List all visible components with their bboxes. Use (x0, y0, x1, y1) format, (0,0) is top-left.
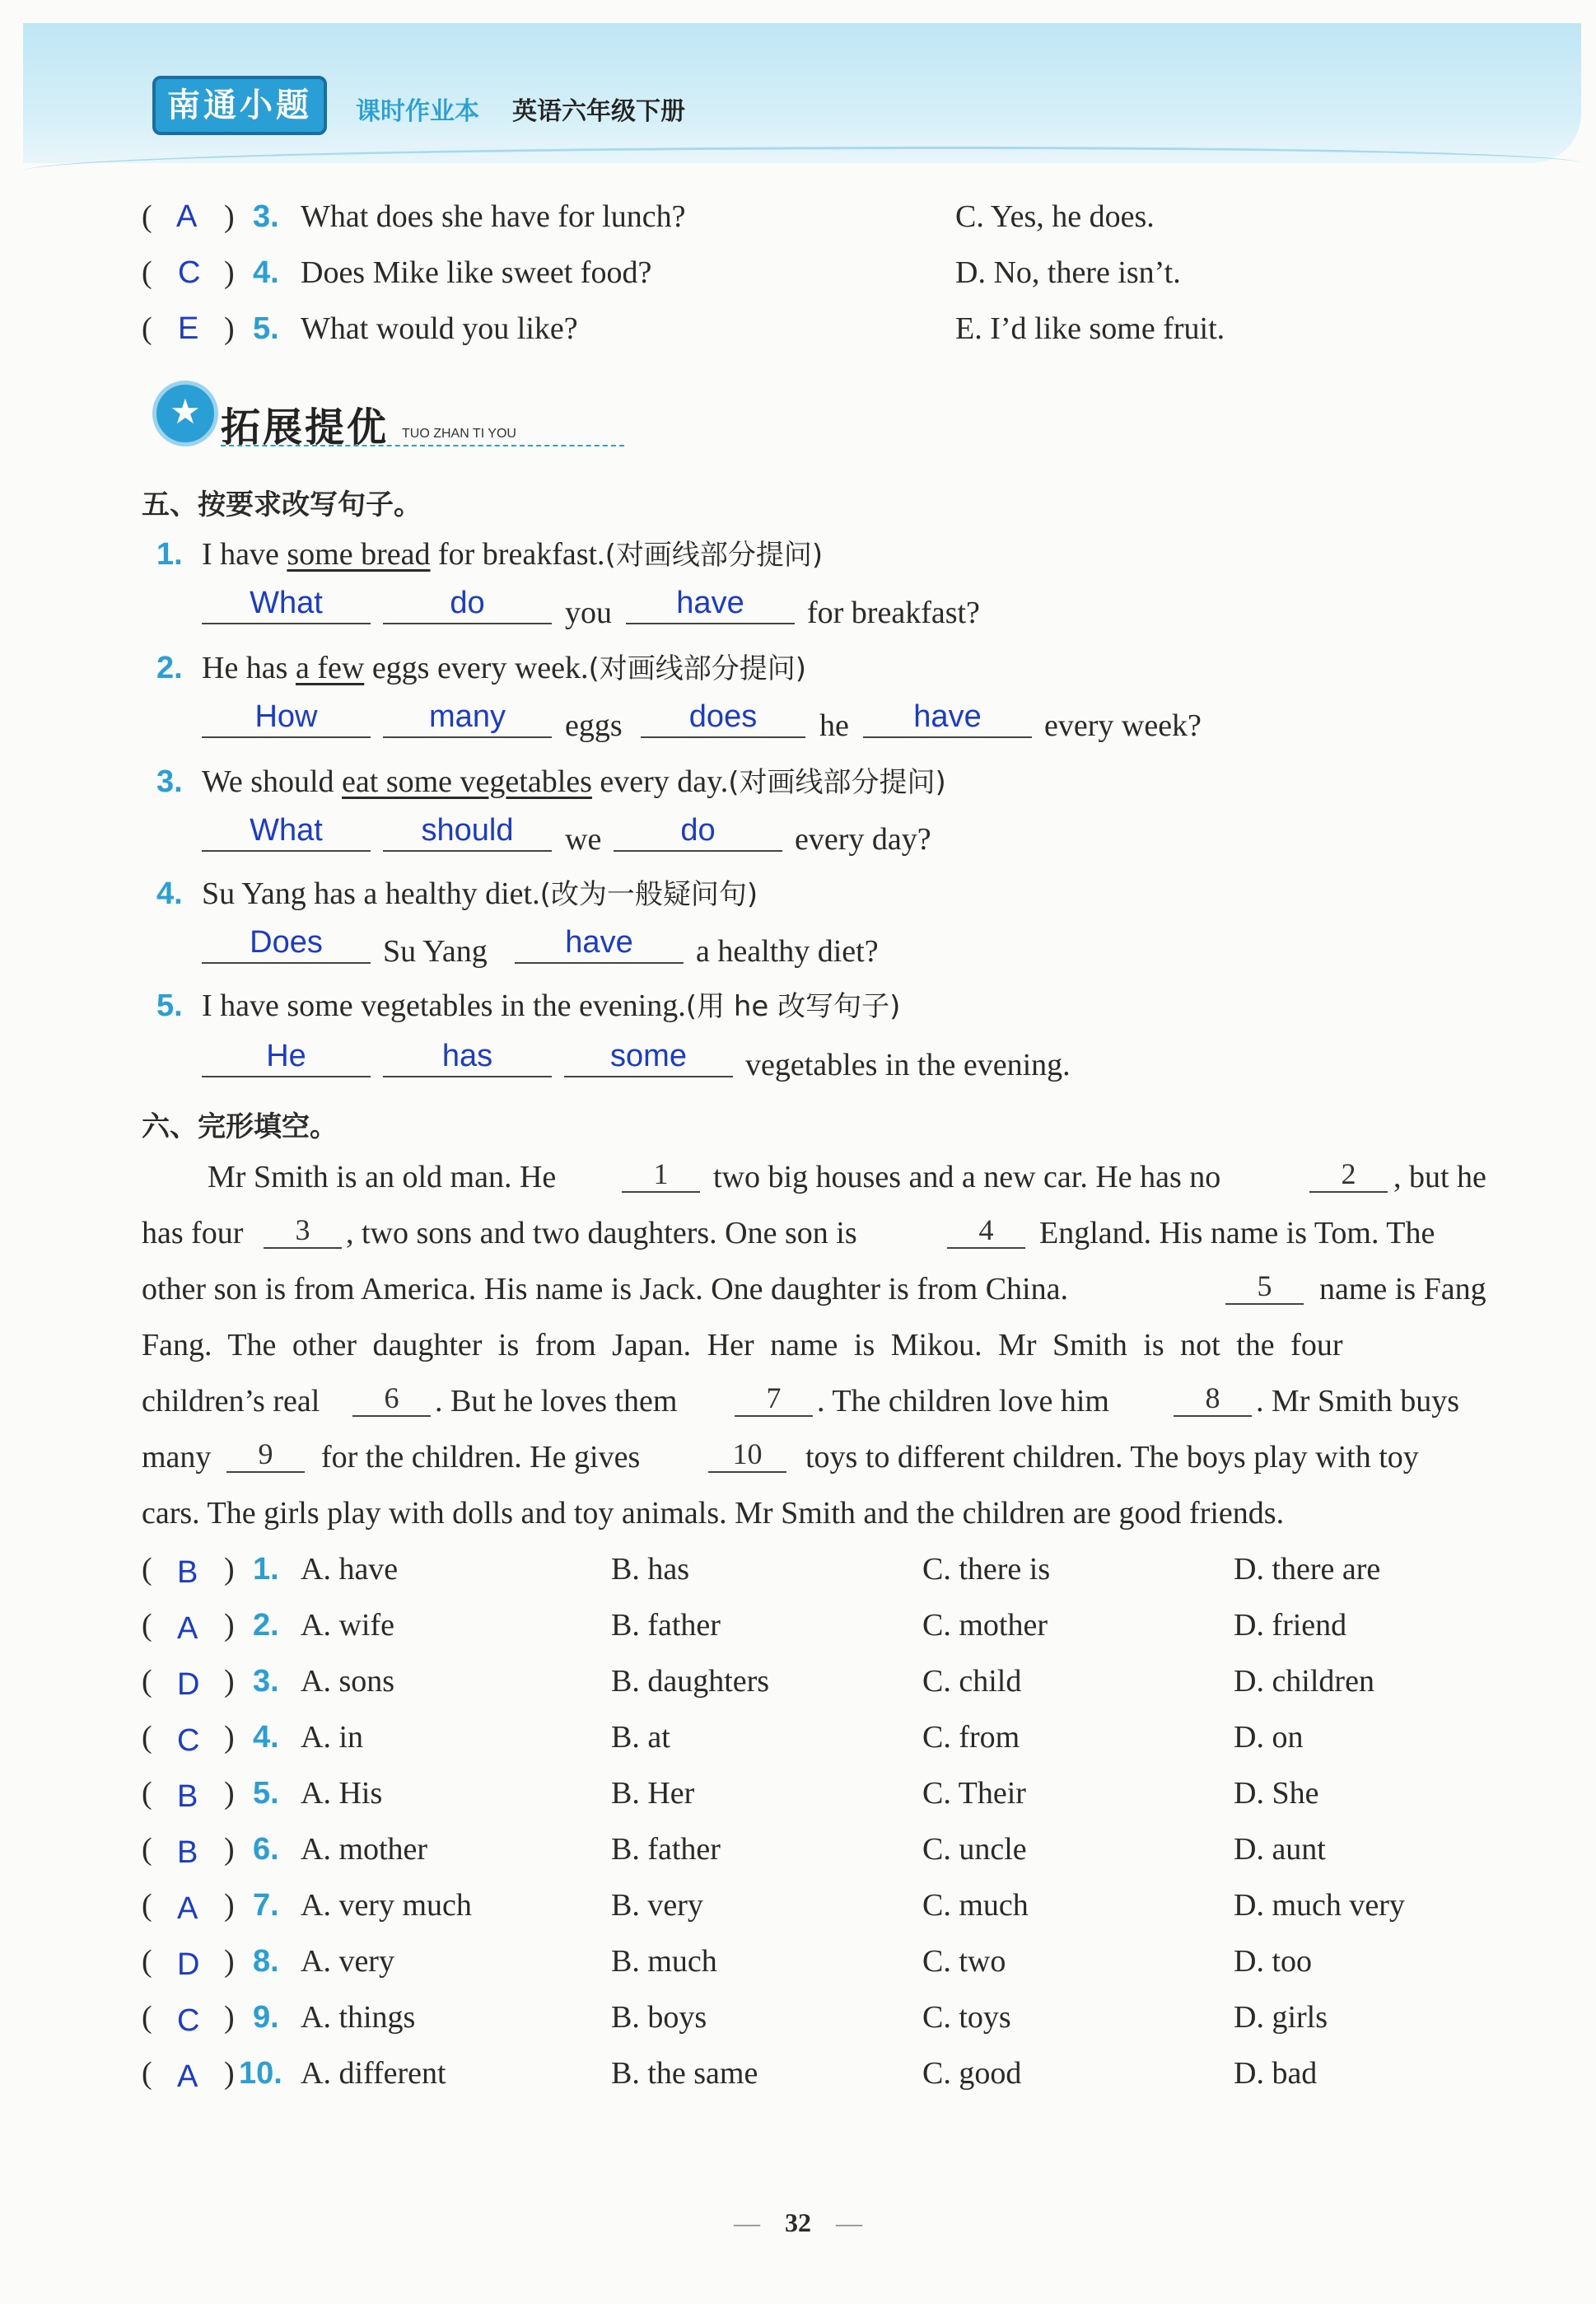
answer-blank[interactable]: some (564, 1040, 733, 1077)
part5-heading: 五、按要求改写句子。 (142, 488, 422, 521)
option-c: C. good (922, 2056, 1022, 2091)
answer-blank[interactable]: have (626, 587, 795, 624)
question-number: 4. (253, 255, 279, 290)
option-a: A. wife (301, 1608, 394, 1643)
answer-blank[interactable]: How (202, 700, 371, 738)
instruction-note: (对画线部分提问) (728, 766, 946, 799)
answer-blank[interactable]: should (383, 814, 552, 852)
cloze-blank: 4 (947, 1214, 1025, 1249)
answer-blank[interactable]: has (383, 1040, 552, 1077)
section-underline (221, 445, 624, 446)
answer: B (177, 1835, 198, 1870)
option-c: C. two (922, 1944, 1006, 1979)
answer-blank[interactable]: What (202, 587, 371, 624)
instruction-note: (用 he 改写句子) (685, 990, 901, 1023)
question-number: 5. (253, 311, 279, 346)
option-a: A. different (301, 2056, 446, 2091)
cloze-blank: 3 (264, 1214, 342, 1249)
answer: E (178, 311, 199, 346)
answer: D (177, 1667, 200, 1702)
answer: D (177, 1947, 200, 1982)
answer: C (177, 1723, 200, 1758)
answer-blank[interactable]: Does (202, 926, 371, 964)
answer: A (176, 199, 198, 234)
paren-close: ) (224, 199, 235, 234)
option-b: B. Her (611, 1776, 695, 1811)
answer-blank[interactable]: have (863, 700, 1032, 738)
option-c: C. Their (922, 1776, 1026, 1811)
option-d: D. girls (1234, 2000, 1328, 2035)
answer-blank[interactable]: many (383, 700, 552, 738)
option-d: D. there are (1234, 1552, 1381, 1587)
option-c: C. uncle (922, 1832, 1027, 1867)
question-number: 3. (253, 199, 279, 234)
cloze-blank: 10 (708, 1438, 786, 1473)
option-a: A. mother (301, 1832, 428, 1867)
option-c: C. much (922, 1888, 1029, 1923)
answer-blank[interactable]: does (641, 700, 805, 738)
option-b: B. boys (611, 2000, 707, 2035)
option-a: A. things (301, 2000, 416, 2035)
option-b: B. at (611, 1720, 670, 1755)
answer-blank[interactable]: What (202, 814, 371, 852)
option-d: D. friend (1234, 1608, 1347, 1643)
question-text: What does she have for lunch? (301, 199, 686, 234)
underlined-phrase: a few (295, 651, 365, 685)
option-d: D. aunt (1234, 1832, 1326, 1867)
option-c: C. there is (922, 1552, 1051, 1587)
question-text: Does Mike like sweet food? (301, 255, 652, 290)
option-b: B. daughters (611, 1664, 770, 1699)
answer: C (177, 2003, 200, 2038)
underlined-phrase: some bread (287, 537, 431, 572)
option-d: D. too (1234, 1944, 1312, 1979)
option-d: D. children (1234, 1664, 1374, 1699)
answer: B (177, 1779, 198, 1814)
option-d: D. much very (1234, 1888, 1405, 1923)
answer: C (178, 255, 201, 290)
option-a: A. in (301, 1720, 363, 1755)
cloze-blank: 1 (622, 1158, 700, 1193)
book-series-label: 课时作业本 (356, 97, 479, 126)
cloze-blank: 7 (735, 1382, 813, 1417)
book-title: 英语六年级下册 (512, 97, 685, 126)
option-b: B. very (611, 1888, 703, 1923)
option-text: D. No, there isn’t. (955, 255, 1181, 290)
option-b: B. father (611, 1608, 721, 1643)
answer: A (177, 1611, 198, 1646)
option-d: D. bad (1234, 2056, 1318, 2091)
option-c: C. from (922, 1720, 1020, 1755)
option-b: B. father (611, 1832, 721, 1867)
part6-heading: 六、完形填空。 (142, 1110, 338, 1143)
option-b: B. the same (611, 2056, 758, 2091)
option-c: C. toys (922, 2000, 1011, 2035)
option-a: A. very (301, 1944, 394, 1979)
question-text: What would you like? (301, 311, 578, 346)
option-text: C. Yes, he does. (955, 199, 1155, 234)
option-c: C. child (922, 1664, 1022, 1699)
section-title: 拓展提优 (221, 404, 390, 451)
option-d: D. on (1234, 1720, 1304, 1755)
option-a: A. have (301, 1552, 399, 1587)
cloze-blank: 9 (226, 1438, 305, 1473)
option-c: C. mother (922, 1608, 1048, 1643)
answer-blank[interactable]: do (383, 587, 552, 624)
instruction-note: (对画线部分提问) (604, 539, 824, 572)
option-b: B. has (611, 1552, 689, 1587)
answer-blank[interactable]: do (614, 814, 782, 852)
star-badge-icon: ★ (152, 381, 218, 446)
underlined-phrase: eat some vegetables (342, 764, 592, 799)
answer-blank[interactable]: He (202, 1040, 371, 1077)
paren-open: ( (142, 199, 152, 234)
brand-logo: 南通小题 (152, 76, 327, 135)
option-b: B. much (611, 1944, 717, 1979)
option-a: A. His (301, 1776, 383, 1811)
option-a: A. sons (301, 1664, 395, 1699)
answer: B (177, 1555, 198, 1590)
page-number: — 32 — (734, 2208, 862, 2237)
instruction-note: (对画线部分提问) (588, 652, 807, 685)
cloze-blank: 6 (352, 1382, 431, 1417)
instruction-note: (改为一般疑问句) (539, 878, 758, 911)
option-text: E. I’d like some fruit. (955, 311, 1225, 346)
cloze-blank: 8 (1174, 1382, 1252, 1417)
option-a: A. very much (301, 1888, 472, 1923)
answer-blank[interactable]: have (515, 926, 684, 964)
cloze-blank: 2 (1309, 1158, 1388, 1193)
option-d: D. She (1234, 1776, 1319, 1811)
answer: A (177, 2059, 198, 2094)
cloze-blank: 5 (1225, 1270, 1304, 1305)
section-pinyin: TUO ZHAN TI YOU (402, 427, 516, 441)
answer: A (177, 1891, 198, 1926)
